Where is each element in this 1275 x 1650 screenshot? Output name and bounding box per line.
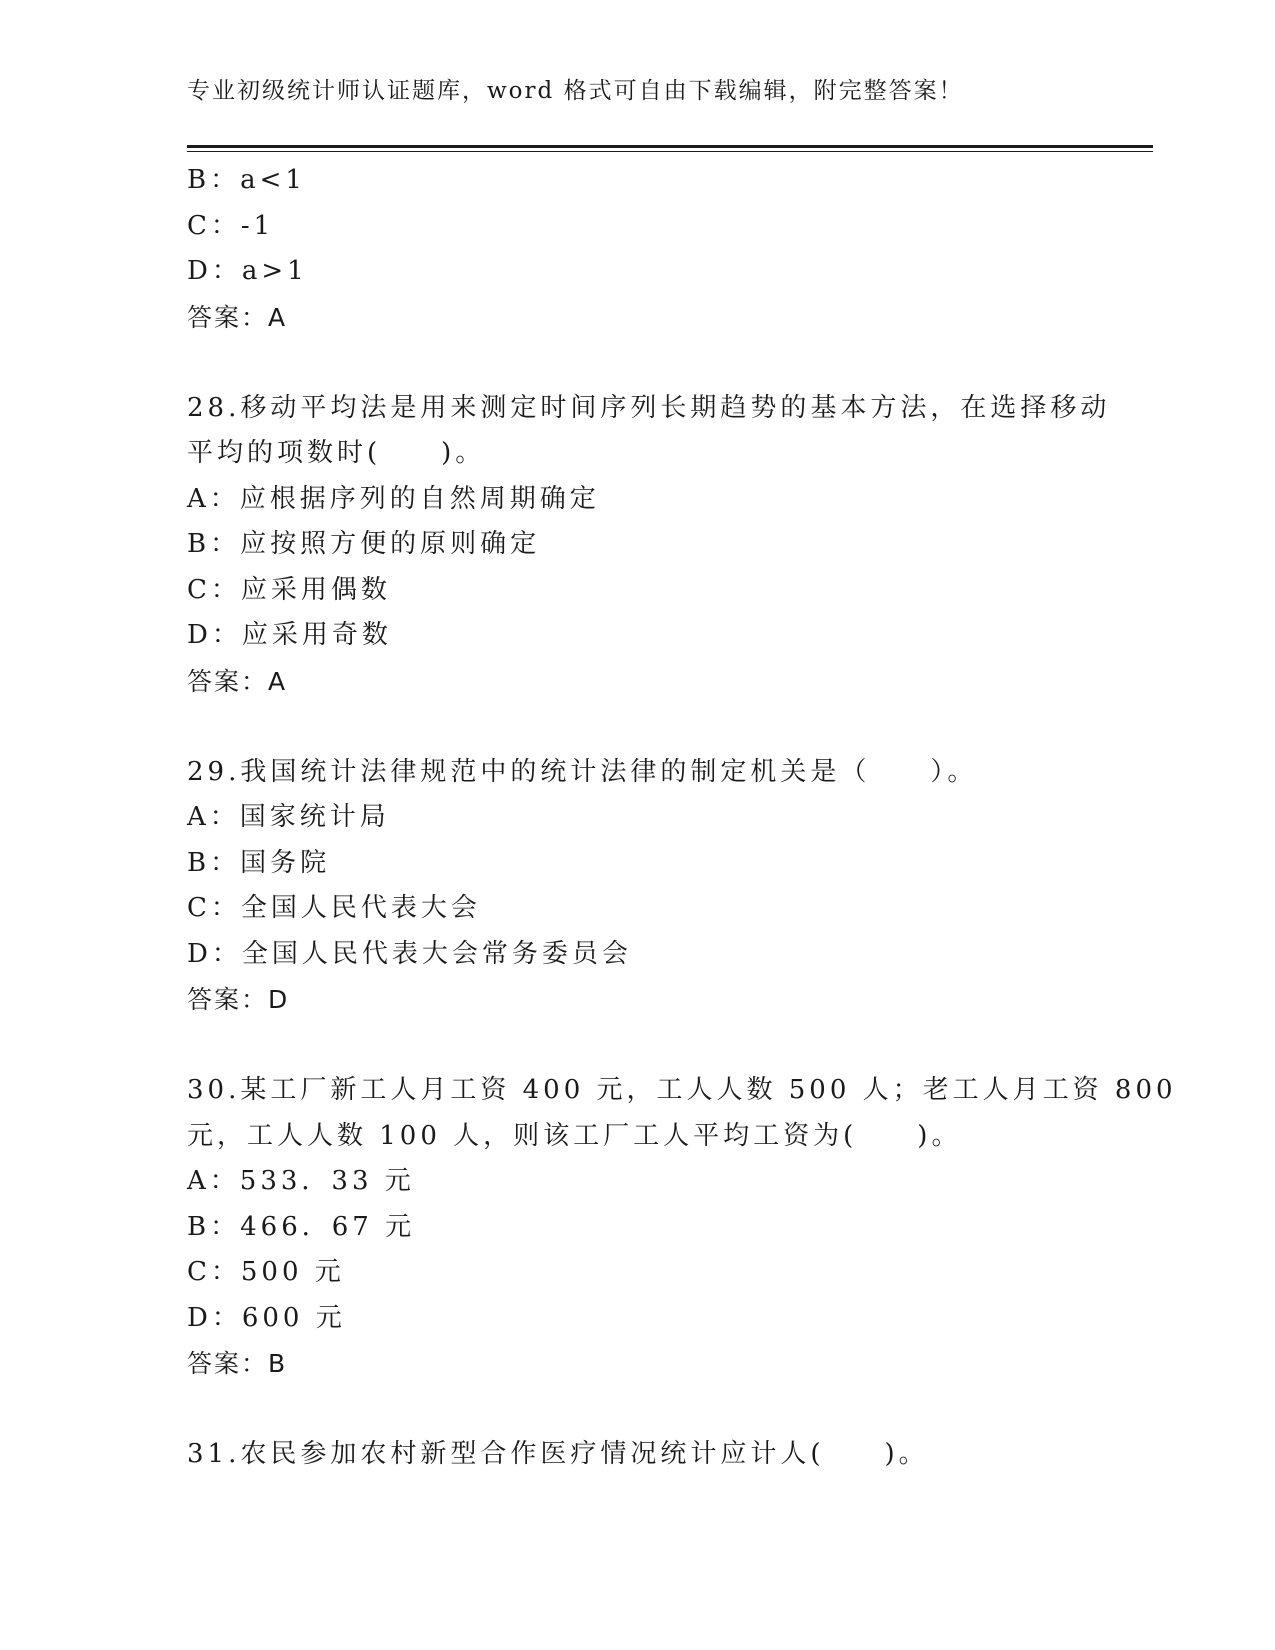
question-stem: 元，工人人数 100 人，则该工厂工人平均工资为( )。 <box>187 1120 962 1151</box>
option-c: C：全国人民代表大会 <box>187 893 481 923</box>
option-b: B：466．67 元 <box>187 1211 416 1242</box>
spacer <box>187 340 1087 386</box>
header-rule-thick <box>187 145 1153 148</box>
question-stem: 31.农民参加农村新型合作医疗情况统计应计人( )。 <box>187 1439 929 1469</box>
option-b: B：国务院 <box>187 847 331 878</box>
option-d: D：全国人民代表大会常务委员会 <box>187 938 632 969</box>
option-a: A：应根据序列的自然周期确定 <box>187 483 600 514</box>
question-stem: 29.我国统计法律规范中的统计法律的制定机关是（ ）。 <box>187 756 978 787</box>
option-a: A：533．33 元 <box>187 1166 415 1196</box>
option-c: C：500 元 <box>187 1257 345 1287</box>
spacer <box>187 704 1087 750</box>
question-stem: 平均的项数时( )。 <box>187 438 486 468</box>
answer-line: 答案：A <box>187 666 288 696</box>
answer-line: 答案：B <box>187 1349 288 1378</box>
spacer <box>187 1023 1087 1069</box>
option-d: D：600 元 <box>187 1302 346 1333</box>
header-rule-thin <box>187 151 1153 152</box>
answer-line: 答案：A <box>187 302 288 332</box>
option-c: C：-1 <box>187 210 275 241</box>
option-c: C：应采用偶数 <box>187 574 391 605</box>
option-b: B：a<1 <box>187 165 306 195</box>
spacer <box>187 1387 1087 1433</box>
option-d: D：a>1 <box>187 256 308 286</box>
question-content <box>187 158 1177 1478</box>
answer-line: 答案：D <box>187 985 290 1014</box>
question-stem: 28.移动平均法是用来测定时间序列长期趋势的基本方法，在选择移动 <box>187 392 1111 423</box>
option-d: D：应采用奇数 <box>187 620 392 650</box>
question-stem: 30.某工厂新工人月工资 400 元，工人人数 500 人；老工人月工资 800 <box>187 1075 1177 1105</box>
page-header: 专业初级统计师认证题库，word 格式可自由下载编辑，附完整答案！ <box>187 78 964 104</box>
option-a: A：国家统计局 <box>187 802 390 832</box>
option-b: B：应按照方便的原则确定 <box>187 529 541 559</box>
